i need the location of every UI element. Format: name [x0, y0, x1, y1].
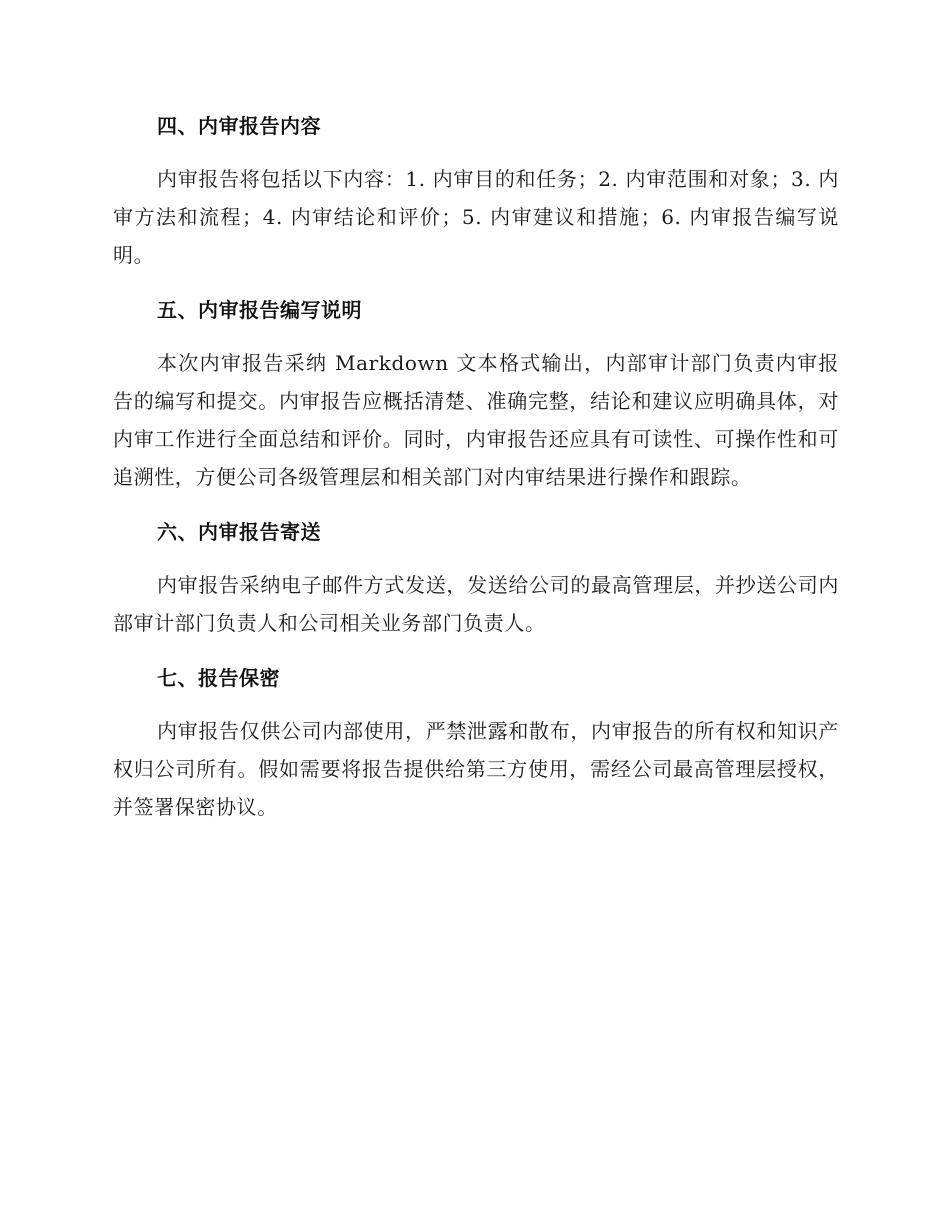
section-writing-instructions [113, 294, 839, 496]
section-report-contents [113, 110, 839, 274]
section-paragraph: 内审报告将包括以下内容：1. 内审目的和任务；2. 内审范围和对象；3. 内审方法和流程；4. 内审结论和评价；5. 内审建议和措施；6. 内审报告编写说明。 [113, 167, 839, 267]
section-heading: 六、内审报告寄送 [157, 520, 321, 544]
section-heading: 四、内审报告内容 [157, 114, 321, 138]
section-heading: 五、内审报告编写说明 [157, 298, 362, 322]
section-paragraph: 内审报告采纳电子邮件方式发送，发送给公司的最高管理层，并抄送公司内部审计部门负责人和公司相关业务部门负责人。 [113, 573, 839, 635]
document-page [113, 110, 839, 846]
section-heading: 七、报告保密 [157, 666, 280, 690]
section-paragraph: 内审报告仅供公司内部使用，严禁泄露和散布，内审报告的所有权和知识产权归公司所有。假如需要将报告提供给第三方使用，需经公司最高管理层授权，并签署保密协议。 [113, 719, 839, 819]
section-confidentiality [113, 662, 839, 826]
section-report-delivery [113, 516, 839, 642]
section-paragraph: 本次内审报告采纳 Markdown 文本格式输出，内部审计部门负责内审报告的编写和提交。内审报告应概括清楚、准确完整，结论和建议应明确具体，对内审工作进行全面总结和评价。同时，内审报告还应具有可读性、可操作性和可追溯性，方便公司各级管理层和相关部门对内审结果进行操作和跟踪。 [113, 351, 839, 489]
